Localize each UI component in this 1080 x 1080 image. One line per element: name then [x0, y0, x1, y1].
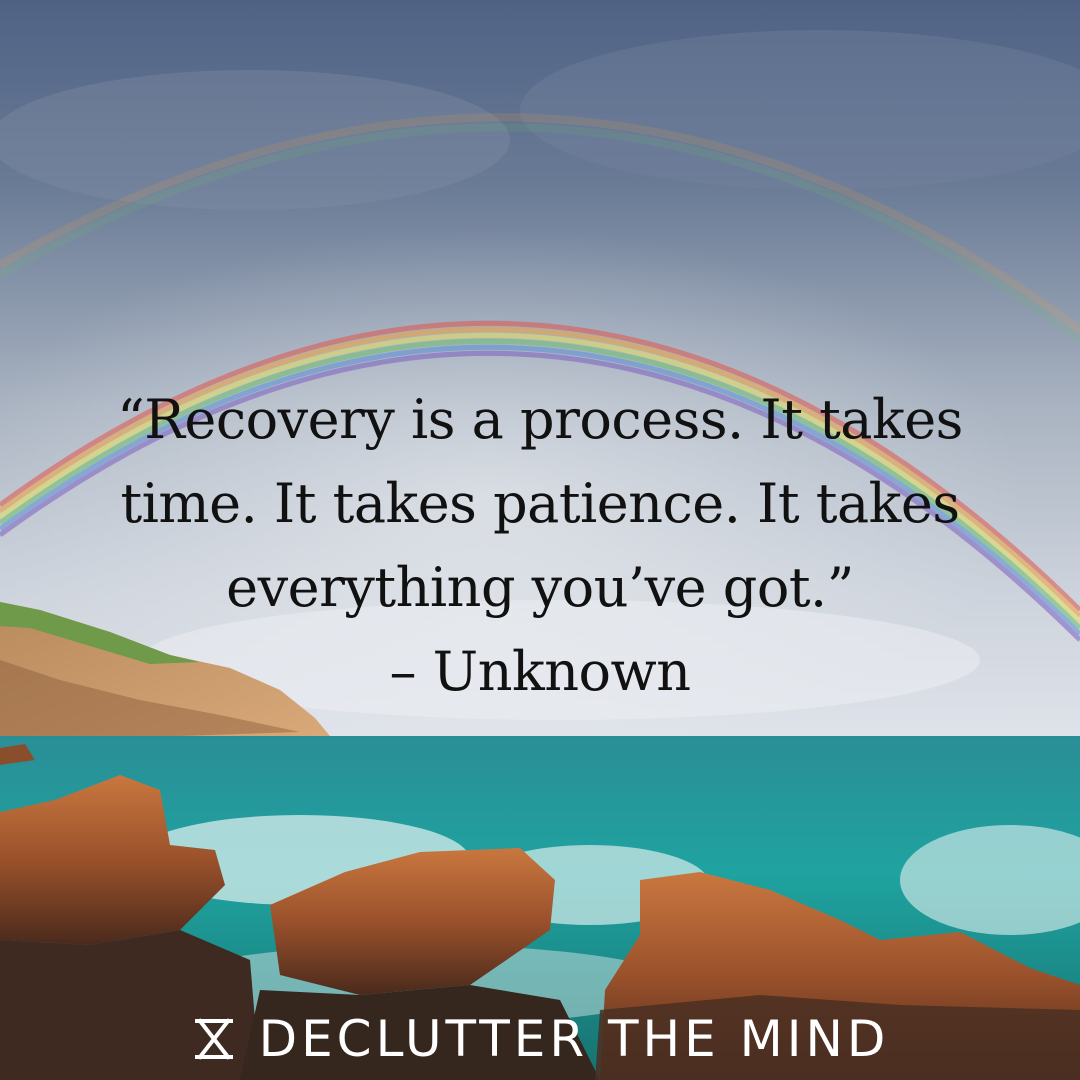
quote-line-3: everything you’ve got.” — [226, 556, 854, 619]
quote-attribution: – Unknown — [389, 640, 691, 703]
quote-text — [60, 378, 1020, 714]
quote-line-1: “Recovery is a process. It takes — [117, 388, 963, 451]
brand-logo — [0, 1004, 1080, 1074]
hourglass-icon — [191, 1016, 237, 1062]
quote-line-2: time. It takes patience. It takes — [120, 472, 960, 535]
brand-name: DECLUTTER THE MIND — [258, 1010, 890, 1068]
